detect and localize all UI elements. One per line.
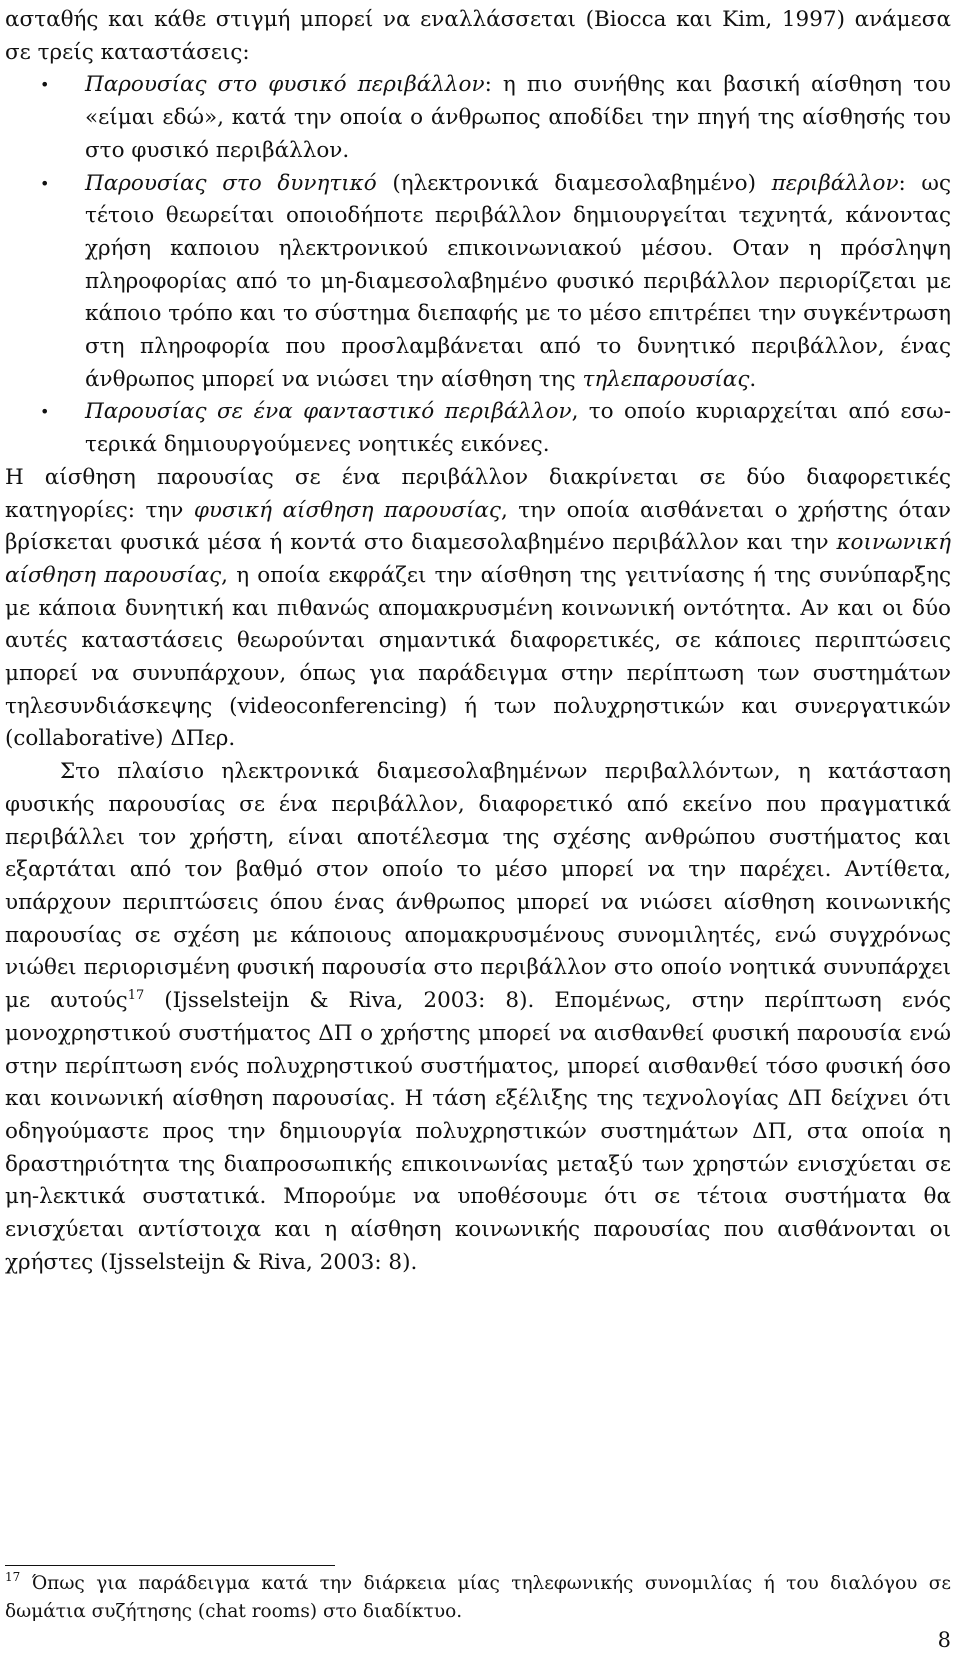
item-text-end: . bbox=[749, 366, 757, 392]
intro-text: ασταθής και κάθε στιγμή μπορεί να εναλλάσσεται (Biocca και Kim, 1997) ανάμεσα σε τρείς καταστάσεις: bbox=[5, 7, 951, 65]
paragraph-text: Στο πλαίσιο ηλεκτρονικά διαμεσολαβημένων περιβαλλόντων, η κατάσταση φυσικής παρουσίας σε ένα περιβάλλον, διαφορετικό από εκείνο που πραγματικά περιβάλλει τον χρήστη, είναι αποτέλεσμα της σχέσης ανθρώπου συστήματος και εξαρτάται από τον βαθμό στον οποίο το μέσο μπορεί να την παρέχει. Αντίθετα, υπάρχουν περιπτώσεις όπου ένας άνθρωπος μπορεί να νιώσει αίσθηση κοινωνικής παρουσίας σε σχέση με κάποιους απομακρυσμένους συνομιλητές, ενώ συγχρόνως νιώθει περιορισμένη φυσική παρουσία στο περιβάλλον στο οποίο νοητικά συνυπάρχει με αυτούς bbox=[5, 759, 951, 1014]
footnote bbox=[5, 1570, 951, 1626]
page-body bbox=[5, 4, 951, 1279]
term-social-presence: κοινωνική αίσθηση παρουσίας bbox=[5, 530, 951, 588]
item-title: Παρουσίας σε ένα φανταστικό περιβάλλον bbox=[85, 399, 572, 425]
paragraph-text: Η αίσθηση παρουσίας σε ένα περιβάλλον διακρίνεται σε δύο διαφορετικές κατηγορίες: την bbox=[5, 464, 951, 523]
telepresence-term: τηλεπαρουσίας bbox=[582, 366, 750, 392]
page-number: 8 bbox=[937, 1628, 951, 1652]
paragraph-mediated-environments bbox=[5, 756, 951, 1279]
item-title: Παρουσίας στο δυνητικό bbox=[85, 170, 377, 196]
term-physical-presence: φυσική αίσθηση παρουσίας bbox=[193, 497, 501, 523]
item-title: Παρουσίας στο φυσικό περιβάλλον bbox=[85, 72, 485, 98]
footnote-text: Όπως για παράδειγμα κατά την διάρκεια μίας τηλεφωνικής συνομιλίας ή του διαλόγου σε δωμάτια συζήτησης (chat rooms) στο διαδίκτυο. bbox=[5, 1573, 951, 1622]
footnote-divider bbox=[5, 1565, 335, 1566]
list-item-physical-presence bbox=[5, 69, 951, 167]
item-title-cont: περιβάλλον bbox=[771, 170, 899, 196]
footnote-reference[interactable]: 17 bbox=[127, 988, 145, 1004]
item-text: , το οποίο κυριαρχείται από εσωτερικά δημιουργούμενες νοητικές εικόνες. bbox=[85, 399, 951, 458]
list-item-virtual-presence bbox=[5, 168, 951, 397]
presence-states-list bbox=[5, 69, 951, 461]
paragraph-presence-categories bbox=[5, 462, 951, 756]
paragraph-text: , την οποία αισθάνεται ο χρήστης όταν βρίσκεται φυσικά μέσα ή κοντά στο διαμεσολαβημένο περιβάλλον και την bbox=[5, 497, 951, 556]
paragraph-text: (Ijsselsteijn & Riva, 2003: 8). Επομένως, στην περίπτωση ενός μονοχρηστικού συστήματος ΔΠ ο χρήστης μπορεί να αισθανθεί φυσική παρουσία ενώ στην περίπτωση ενός πολυχρηστικού συστήματος, μπορεί αισθανθεί τόσο φυσική όσο και κοινωνική αίσθηση παρουσίας. Η τάση εξέλιξης της τεχνολογίας ΔΠ δείχνει ότι οδηγούμαστε προς την δημιουργία πολυχρηστικών συστημάτων ΔΠ, στα οποία η δραστηριότητα της διαπροσωπικής επικοινωνίας μεταξύ των χρηστών ενισχύεται σε μη-λεκτικά συστατικά. Μπορούμε να υποθέσουμε ότι σε τέτοια συστήματα θα ενισχύεται αντίστοιχα και η αίσθηση κοινωνικής παρουσίας που αισθάνονται οι χρήστες (Ijsselsteijn & Riva, 2003: 8). bbox=[5, 988, 952, 1275]
item-text: : ως τέτοιο θεωρείται οποιοδήποτε περιβάλλον δημιουργείται τεχνητά, κάνοντας χρήση καποιου ηλεκτρονικού επικοινωνιακού μέσου. Οταν η πρόσληψη πληροφορίας από το μη-διαμεσολαβημένο φυσικό περιβάλλον περιορίζεται με κάποιο τρόπο και το σύστημα διεπαφής με το μέσο επιτρέπει την συγκέντρωση στη πληροφορία που προσλαμβάνεται από το δυνητικό περιβάλλον, ένας άνθρωπος μπορεί να νιώσει την αίσθηση της bbox=[85, 170, 951, 392]
paragraph-text: , η οποία εκφράζει την αίσθηση της γειτνίασης ή της συνύπαρξης με κάποια δυνητική και πιθανώς απομακρυσμένη κοινωνική οντότητα. Αν και οι δύο αυτές καταστάσεις θεωρούνται σημαντικά διαφορετικές, σε κάποιες περιπτώσεις μπορεί να συνυπάρχουν, όπως για παράδειγμα στην περίπτωση των συστημάτων τηλεσυνδιάσκεψης (videoconferencing) ή των πολυχρηστικών και συνεργατικών (collaborative) ΔΠερ. bbox=[5, 562, 951, 752]
footnote-number: 17 bbox=[5, 1570, 21, 1584]
list-item-imaginary-presence bbox=[5, 396, 951, 461]
item-text: : η πιο συνήθης και βασική αίσθηση του «είμαι εδώ», κατά την οποία ο άνθρωπος αποδίδει την πηγή της αίσθησής του στο φυσικό περιβάλλον. bbox=[85, 72, 951, 163]
item-text: (ηλεκτρονικά διαμεσολαβημένο) bbox=[376, 170, 772, 196]
